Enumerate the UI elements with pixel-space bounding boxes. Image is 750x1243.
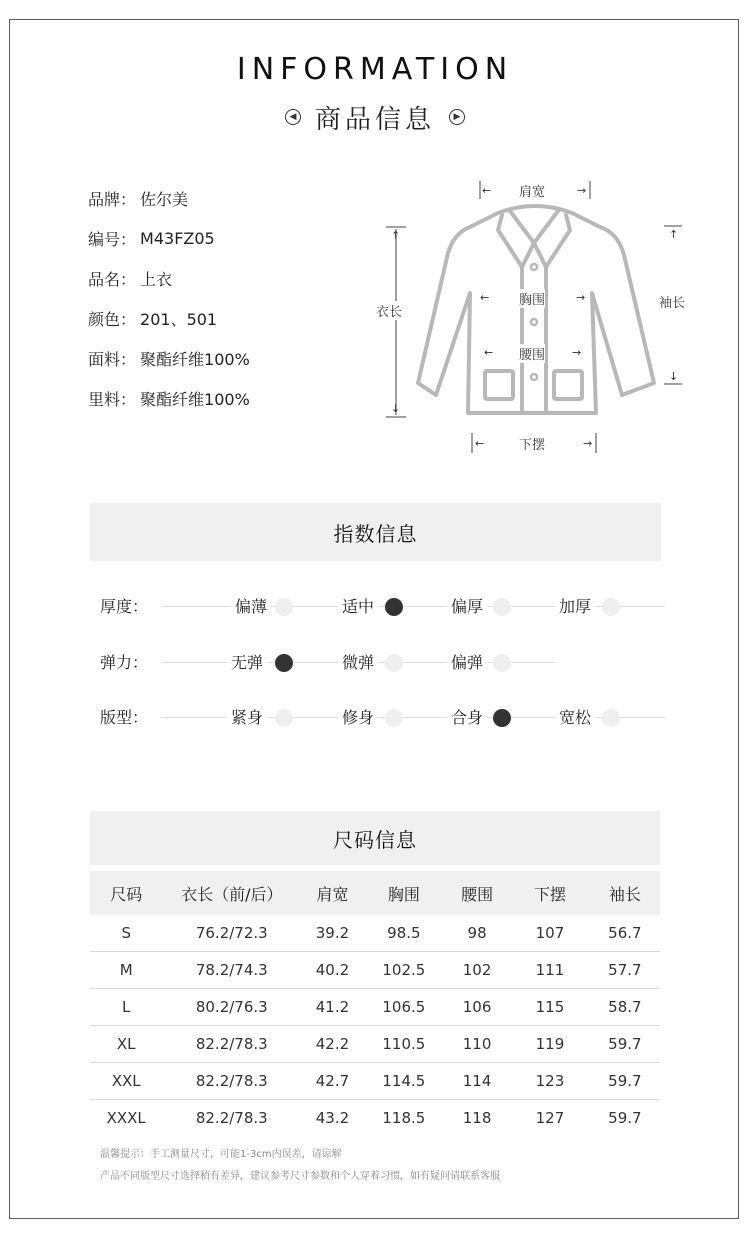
index-option-dot xyxy=(275,598,293,616)
column-header: 腰围 xyxy=(444,871,510,915)
sleeve-arrow-down-icon: ↓ xyxy=(669,370,679,383)
column-header: 衣长（前/后） xyxy=(162,871,301,915)
shoulder-label: 肩宽 xyxy=(519,185,546,200)
table-cell: 98 xyxy=(444,915,510,952)
table-cell: 119 xyxy=(510,1026,590,1063)
index-option-dot xyxy=(602,598,620,616)
table-cell: 78.2/74.3 xyxy=(162,952,301,989)
info-value: 聚酯纤维100% xyxy=(140,349,250,369)
table-cell: 110.5 xyxy=(364,1026,444,1063)
index-option-dot xyxy=(275,709,293,727)
index-option-dot-selected xyxy=(385,598,403,616)
index-option-dot-selected xyxy=(275,654,293,672)
column-header: 袖长 xyxy=(590,871,660,915)
info-value: 上衣 xyxy=(140,269,173,289)
table-cell: XXXL xyxy=(106,1109,146,1127)
info-sep: ： xyxy=(120,189,137,209)
table-cell: 106 xyxy=(444,989,510,1026)
page-title-en: INFORMATION xyxy=(236,52,514,87)
table-cell: 42.2 xyxy=(301,1026,364,1063)
table-cell: 106.5 xyxy=(364,989,444,1026)
length-arrow-down-icon: ↓ xyxy=(391,402,401,415)
right-arrow-icon: ▶ xyxy=(449,109,465,125)
length-label: 衣长 xyxy=(376,301,402,320)
index-option-label: 宽松 xyxy=(555,703,595,733)
sleeve-label: 袖长 xyxy=(659,296,686,311)
index-section-header: 指数信息 xyxy=(90,503,661,561)
left-arrow-icon: ◀ xyxy=(285,109,301,125)
waist-label: 腰围 xyxy=(519,344,545,363)
table-cell: 102.5 xyxy=(364,952,444,989)
table-cell: 40.2 xyxy=(301,952,364,989)
info-key: 编号 xyxy=(88,229,121,249)
index-option-label: 偏弹 xyxy=(447,648,487,678)
jacket-collar-inner xyxy=(510,211,558,243)
table-cell: 58.7 xyxy=(590,989,660,1026)
table-cell: 39.2 xyxy=(301,915,364,952)
table-cell: 41.2 xyxy=(301,989,364,1026)
info-key: 里料 xyxy=(88,389,121,409)
waist-arrow-left-icon: ← xyxy=(484,346,494,359)
index-option-label: 微弹 xyxy=(338,648,378,678)
table-cell: 123 xyxy=(510,1063,590,1100)
page-title-cn-row xyxy=(0,98,750,136)
table-cell: M xyxy=(90,952,162,989)
info-sep: ： xyxy=(120,389,137,409)
table-cell: XXL xyxy=(90,1063,162,1100)
index-option-dot xyxy=(385,709,403,727)
table-cell: 59.7 xyxy=(608,1109,642,1127)
info-key: 颜色 xyxy=(88,309,121,329)
table-cell: 115 xyxy=(510,989,590,1026)
note-fit-advice: 产品不同版型尺寸选择稍有差异，建议参考尺寸参数和个人穿着习惯，如有疑问请联系客服 xyxy=(100,1171,500,1182)
table-cell: 118.5 xyxy=(382,1109,426,1127)
info-row-lining xyxy=(88,378,250,418)
table-cell: 118 xyxy=(462,1109,492,1127)
table-cell: 57.7 xyxy=(590,952,660,989)
pocket-left xyxy=(485,371,513,399)
column-header: 胸围 xyxy=(364,871,444,915)
index-option-label: 偏薄 xyxy=(231,592,271,622)
info-row-fabric xyxy=(88,338,250,378)
info-sep: ： xyxy=(120,269,137,289)
column-header: 肩宽 xyxy=(301,871,364,915)
chest-arrow-left-icon: ← xyxy=(480,291,490,304)
button-3 xyxy=(531,319,537,325)
index-option-label: 无弹 xyxy=(227,648,267,678)
product-info-list xyxy=(88,178,250,418)
info-key: 品牌 xyxy=(88,189,121,209)
table-row xyxy=(90,1100,660,1137)
table-row xyxy=(90,1063,660,1100)
table-cell: 98.5 xyxy=(364,915,444,952)
index-option-dot xyxy=(602,709,620,727)
length-arrow-up-icon: ↑ xyxy=(391,229,401,242)
table-cell: 127 xyxy=(535,1109,565,1127)
table-cell: L xyxy=(90,989,162,1026)
table-cell: 80.2/76.3 xyxy=(162,989,301,1026)
sleeve-arrow-up-icon: ↑ xyxy=(669,228,679,241)
index-option-label: 适中 xyxy=(338,592,378,622)
table-cell: 59.7 xyxy=(590,1026,660,1063)
index-option-dot xyxy=(493,654,511,672)
info-row-color xyxy=(88,298,250,338)
column-header: 尺码 xyxy=(90,871,162,915)
page-title-cn: 商品信息 xyxy=(314,104,435,135)
index-option-dot xyxy=(493,598,511,616)
index-option-label: 加厚 xyxy=(555,592,595,622)
table-cell: 114 xyxy=(444,1063,510,1100)
index-row-fit xyxy=(100,703,665,733)
table-row xyxy=(90,915,660,952)
measurement-diagram xyxy=(370,175,700,465)
button-1 xyxy=(531,264,537,270)
button-5 xyxy=(531,374,537,380)
table-cell: 82.2/78.3 xyxy=(162,1063,301,1100)
table-cell: XL xyxy=(90,1026,162,1063)
info-sep: ： xyxy=(120,349,137,369)
index-row-elasticity xyxy=(100,648,665,678)
table-row xyxy=(90,1026,660,1063)
table-row xyxy=(90,989,660,1026)
chest-label: 胸围 xyxy=(519,289,545,308)
table-cell: 43.2 xyxy=(315,1109,350,1127)
table-cell: 102 xyxy=(444,952,510,989)
index-option-label: 修身 xyxy=(338,703,378,733)
info-row-name xyxy=(88,258,250,298)
table-cell: 59.7 xyxy=(590,1063,660,1100)
shoulder-arrow-right-icon: → xyxy=(577,184,587,197)
hem-arrow-left-icon: ← xyxy=(475,437,485,450)
info-row-code xyxy=(88,218,250,258)
table-cell: 111 xyxy=(510,952,590,989)
table-cell: 107 xyxy=(510,915,590,952)
jacket-sketch xyxy=(370,175,700,465)
table-cell: 42.7 xyxy=(301,1063,364,1100)
index-option-dot xyxy=(385,654,403,672)
index-label: 版型： xyxy=(100,708,149,727)
table-cell: S xyxy=(90,915,162,952)
shoulder-arrow-left-icon: ← xyxy=(482,184,492,197)
index-label: 弹力： xyxy=(100,653,149,672)
column-header: 下摆 xyxy=(510,871,590,915)
index-option-label: 偏厚 xyxy=(447,592,487,622)
table-row xyxy=(90,952,660,989)
table-cell: 82.2/78.3 xyxy=(162,1026,301,1063)
info-key: 面料 xyxy=(88,349,121,369)
table-cell: 110 xyxy=(444,1026,510,1063)
note-measurement: 温馨提示：手工测量尺寸，可能1-3cm内误差，请谅解 xyxy=(100,1149,342,1160)
chest-arrow-right-icon: → xyxy=(576,291,586,304)
hem-arrow-right-icon: → xyxy=(583,437,593,450)
info-value: 聚酯纤维100% xyxy=(140,389,250,409)
table-cell: 114.5 xyxy=(364,1063,444,1100)
size-table-header-row xyxy=(90,871,660,915)
index-option-label: 紧身 xyxy=(227,703,267,733)
index-label: 厚度： xyxy=(100,597,149,616)
info-value: 201、501 xyxy=(140,309,218,329)
index-option-dot-selected xyxy=(493,709,511,727)
size-table xyxy=(90,871,660,1136)
index-row-thickness xyxy=(100,592,665,622)
info-key: 品名 xyxy=(88,269,121,289)
table-cell: 56.7 xyxy=(590,915,660,952)
table-cell: 76.2/72.3 xyxy=(162,915,301,952)
hem-label: 下摆 xyxy=(519,438,546,453)
size-section-header: 尺码信息 xyxy=(90,811,660,865)
info-value: 佐尔美 xyxy=(140,189,189,209)
info-sep: ： xyxy=(120,229,137,249)
pocket-right xyxy=(554,371,582,399)
index-option-label: 合身 xyxy=(447,703,487,733)
table-cell: 82.2/78.3 xyxy=(195,1109,268,1127)
info-row-brand xyxy=(88,178,250,218)
info-value: M43FZ05 xyxy=(140,228,215,248)
info-sep: ： xyxy=(120,309,137,329)
waist-arrow-right-icon: → xyxy=(572,346,582,359)
